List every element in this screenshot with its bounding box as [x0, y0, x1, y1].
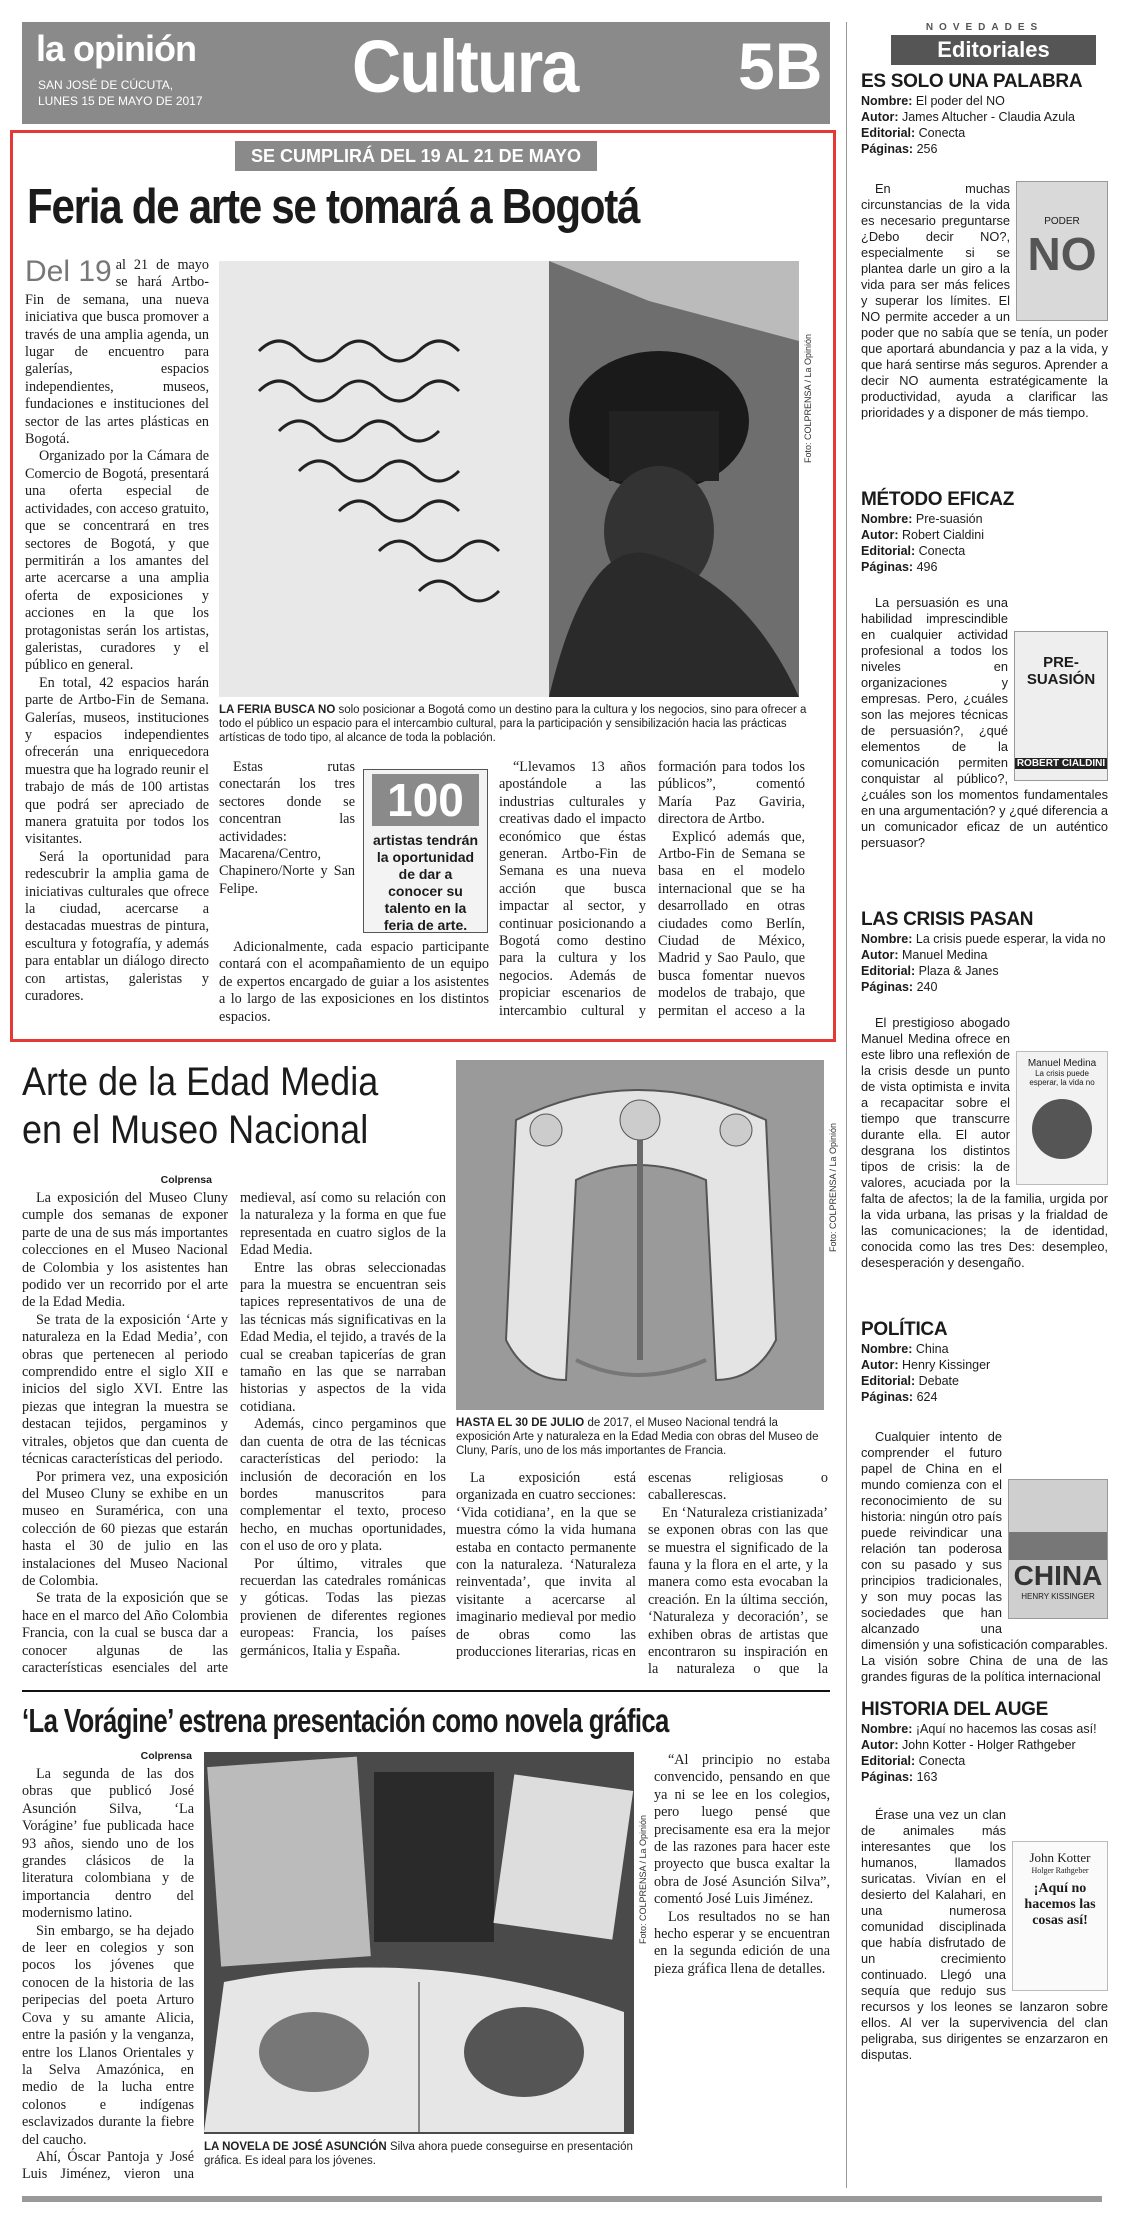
book-heading: POLÍTICA: [861, 1319, 948, 1340]
book-author: Robert Cialdini: [901, 528, 984, 542]
book-entry: [861, 1699, 1108, 2099]
cover-big: NO: [1027, 228, 1097, 280]
voragine-body-left: [22, 1766, 194, 2184]
feature-caption-lead: LA FERIA BUSCA NO: [219, 704, 336, 716]
book-cover: [1014, 631, 1108, 781]
meta-label: Nombre:: [861, 1342, 913, 1356]
feature-paragraph: al 21 de mayo se hará Artbo-Fin de semana, una nueva iniciativa que busca promover a través de una amplia agenda, un lugar de encuentro para galerías, espacios independientes, museos, fundaciones e instituciones del sector de las artes plásticas en Bogotá.: [25, 257, 209, 448]
museum-caption-text: de 2017, el Museo Nacional tendrá la exposición Arte y naturaleza en la Edad Media con obras del Museo de Cluny, París, uno de los más importantes de Francia.: [456, 1417, 819, 1457]
book-cover: [1012, 1841, 1108, 1991]
book-pages: 496: [916, 560, 938, 574]
book-name: La crisis puede esperar, la vida no: [915, 932, 1106, 946]
book-description: Cualquier intento de comprender el futuro papel de China en el mundo comienza con el reconocimiento de su historia: ningún otro país puede reivindicar una relación tan poderosa con su pasado y sus principios tradicionales, y son muy pocas las sociedades que han alcanzado una dimensión y una sofisticación comparables. La visión sobre China de una de las grandes figuras de la política internacional: [861, 1429, 1108, 1684]
meta-label: Páginas:: [861, 1770, 914, 1784]
museum-caption-lead: HASTA EL 30 DE JULIO: [456, 1417, 585, 1429]
book-pages: 240: [916, 980, 938, 994]
masthead: [22, 22, 830, 124]
location: SAN JOSÉ DE CÚCUTA,: [38, 78, 174, 92]
book-description: En muchas circunstancias de la vida es necesario preguntarse ¿Debo decir NO?, especialmente si se plantea darle un giro a la vida para ser más felices y superar los límites. El NO permite acceder a un poder que no sabía que se tenía, un poder que aportará abundancia y paz a la vida, y que hará sentirse más seguros. Aprender a decir NO aumenta estratégicamente la productividad, ayuda a clarificar las prioridades y a disponer de más tiempo.: [861, 181, 1108, 420]
book-description: La persuasión es una habilidad imprescindible en cualquier actividad profesional a todos los niveles en organizaciones y empresas. Pero, ¿cuáles son las mejores técnicas de persuasión?, ¿qué elementos de la comunicación permiten conquistar al público?, ¿cuáles son los momentos fundamentales en una argumentación? y ¿qué diferencia a un comunicador eficaz de un auténtico persuasor?: [861, 595, 1108, 850]
museum-paragraph: Entre las obras seleccionadas para la muestra se encuentran seis tapices representativos de una de las técnicas más significativas en la Edad Media, el tejido, a través de la cual se creaban tapicerías de gran tamaño en las que se narraban historias y aspectos de la vida cotidiana.: [240, 1259, 446, 1415]
book-publisher: Conecta: [918, 1754, 966, 1768]
sidebar: [846, 22, 1108, 2188]
museum-paragraph: Se trata de la exposición ‘Arte y naturaleza en la Edad Media’, con obras que pertenecen al periodo comprendido entre el siglo XII e inicios del siglo XVI. Entre las piezas que integran la muestra se destacan tejidos, pergaminos y vitrales, objetos que dan cuenta de técnicas características del periodo.: [22, 1311, 228, 1468]
book-heading: HISTORIA DEL AUGE: [861, 1699, 1049, 1720]
museum-body-a: [22, 1190, 446, 1680]
cover-title: PRE-SUASIÓN: [1026, 654, 1096, 688]
feature-dropcap: Del 19: [25, 257, 112, 288]
book-publisher: Conecta: [918, 544, 966, 558]
feature-body-mid2: [219, 939, 489, 1035]
feature-kicker: SE CUMPLIRÁ DEL 19 AL 21 DE MAYO: [235, 141, 597, 171]
section-title: Cultura: [352, 25, 578, 108]
voragine-paragraph: Sin embargo, se ha dejado de leer en colegios y son pocos los jóvenes que conocen de la historia de las peripecias del poeta Arturo Cova y su amante Alicia, entre la pasión y la venganza, entre los Llanos Orientales y la Selva Amazónica, en medio de la lucha entre colonos e indígenas esclavizados durante la fiebre del caucho.: [22, 1922, 194, 2148]
footer-rule: [22, 2196, 1102, 2202]
voragine-paragraph: Ahí, Óscar Pantoja y José Luis Jiménez, vieron una: [22, 2148, 194, 2183]
cover-author: HENRY KISSINGER: [1021, 1592, 1095, 1601]
museum-body-b: [456, 1470, 828, 1680]
book-author: Manuel Medina: [901, 948, 988, 962]
book-heading: LAS CRISIS PASAN: [861, 909, 1034, 930]
museum-headline-1: Arte de la Edad Media: [22, 1060, 379, 1104]
voragine-caption-lead: LA NOVELA DE JOSÉ ASUNCIÓN: [204, 2141, 387, 2153]
feature-paragraph: Será la oportunidad para redescubrir la amplia gama de iniciativas culturales que ofrece la ciudad, acercarse a destacadas muestras de pintura, escultura y fotografía, y además para entablar un diálogo directo con artistas, galeristas y curadores.: [25, 848, 209, 1005]
logo: la opinión: [36, 28, 196, 69]
book-description: Érase una vez un clan de animales más interesantes que los humanos, llamados suricatas. Vivían en el desierto del Kalahari, en una numerosa comunidad disciplinada que había disfrutado de un crecimiento continuado. Llegó una sequía que redujo sus recursos y los leones se lanzaron sobre ellos. Al ver la supervivencia del clan peligraba, sus dirigentes se enzarzaron en disputas.: [861, 1807, 1108, 2062]
callout-text: artistas tendrán la oportunidad de dar a conocer su talento en la feria de arte.: [372, 832, 479, 933]
feature-caption: [219, 703, 807, 745]
feature-callout: [363, 769, 488, 933]
cover-sub: Holger Rathgeber: [1031, 1866, 1089, 1875]
feature-headline: Feria de arte se tomará a Bogotá: [27, 180, 640, 234]
meta-label: Editorial:: [861, 964, 916, 978]
meta-label: Autor:: [861, 1738, 899, 1752]
museum-photo-credit: Foto: COLPRENSA / La Opinión: [828, 1122, 838, 1252]
book-entry: [861, 71, 1108, 489]
book-name: Pre-suasión: [915, 512, 983, 526]
voragine-paragraph: “Al principio no estaba convencido, pensando en que ya ni se lee en los colegios, pero luego pensé que precisamente esa era la mejor de las razones para hacer este proyecto que busca exaltar la obra de José Asunción Silva”, comentó José Luis Jiménez.: [654, 1752, 830, 1908]
feature-article: [10, 130, 836, 1042]
book-cover: [1016, 1051, 1108, 1185]
book-name: El poder del NO: [915, 94, 1005, 108]
meta-label: Páginas:: [861, 1390, 914, 1404]
voragine-paragraph: Los resultados no se han hecho esperar y se encuentran en la segunda edición de una pieza gráfica llena de detalles.: [654, 1908, 830, 1977]
book-entry: [861, 489, 1108, 909]
feature-photo: [219, 261, 799, 697]
page-number: 5B: [738, 29, 823, 103]
feature-body-right: [499, 759, 805, 1035]
voragine-body-right: [654, 1752, 830, 2184]
museum-paragraph: Por primera vez, una exposición del Museo Cluny se exhibe en un museo en Suramérica, con una colección de 60 piezas que estarán hasta el 30 de julio en las instalaciones del Museo Nacional de Colombia.: [22, 1468, 228, 1589]
sidebar-title: Editoriales: [891, 35, 1096, 65]
voragine-byline: Colprensa: [140, 1750, 192, 1762]
cover-title: CHINA: [1013, 1560, 1103, 1591]
cover-author: ROBERT CIALDINI: [1016, 758, 1106, 769]
sidebar-kicker: NOVEDADES: [925, 22, 1044, 33]
museum-paragraph: La exposición está organizada en cuatro secciones: ‘Vida cotidiana’, en la que se muestra cómo la vida humana estaba en contacto permanente con la naturaleza. ‘Naturaleza reinventada’, que invita al visitante a acercarse al imaginario medieval por medio de obras como las producciones literarias, ricas en escenas religiosas o caballerescas.: [456, 1470, 828, 1661]
museum-paragraph: Se trata de la exposición que se hace en el marco del Año Colombia Francia, con la cual se busca dar a conocer algunas de las características esenciales del arte medieval, así como su relación con la naturaleza y la forma en que fue representada en cuatro siglos de la Edad Media.: [22, 1190, 446, 1676]
book-publisher: Plaza & Janes: [918, 964, 999, 978]
feature-paragraph: Explicó además que, Artbo-Fin de Semana se basa en el modelo internacional que se ha desarrollado en otras ciudades como Berlín, Ciudad de México, Madrid y Sao Paulo, que busca fomentar nuevos modelos de trabajo, que permitan el acceso a la: [658, 828, 805, 1019]
museum-paragraph: En ‘Naturaleza cristianizada’ se exponen obras con las que se muestra el significado de la fauna y la flora en el arte, y la manera como esta evocaban la creación. En la última sección, ‘Naturaleza y decoración’, se exhiben obras de artistas que encontraron su inspiración en la naturaleza o que la: [648, 1504, 828, 1678]
book-author: Henry Kissinger: [901, 1358, 991, 1372]
cover-title: John Kotter: [1029, 1850, 1091, 1865]
meta-label: Editorial:: [861, 1374, 916, 1388]
museum-article: [22, 1052, 838, 1682]
voragine-headline: ‘La Vorágine’ estrena presentación como novela gráfica: [22, 1702, 669, 1739]
book-heading: ES SOLO UNA PALABRA: [861, 71, 1083, 92]
meta-label: Autor:: [861, 110, 899, 124]
feature-caption-text: solo posicionar a Bogotá como un destino para la cultura y los negocios, sino para ofrecer a todo el público un espacio para el intercambio cultural, para la participación y sensibilización hacia las prácticas artísticas de todo tipo, al alcance de toda la población.: [219, 704, 807, 744]
book-cover: [1016, 181, 1108, 321]
book-name: ¡Aquí no hacemos las cosas así!: [915, 1722, 1097, 1736]
meta-label: Páginas:: [861, 142, 914, 156]
divider: [22, 1690, 830, 1692]
meta-label: Nombre:: [861, 1722, 913, 1736]
meta-label: Autor:: [861, 1358, 899, 1372]
book-author: James Altucher - Claudia Azula: [901, 110, 1075, 124]
museum-byline: Colprensa: [160, 1174, 212, 1186]
meta-label: Editorial:: [861, 1754, 916, 1768]
cover-title: Manuel Medina: [1027, 1058, 1097, 1069]
museum-paragraph: Además, cinco pergaminos que dan cuenta de otra de las técnicas características del periodo: la inclusión de decoración en los bordes manuscritos para complementar el texto, proceso hecho, en muchas oportunidades, con el uso de oro y plata.: [240, 1416, 446, 1555]
book-name: China: [915, 1342, 949, 1356]
voragine-photo-credit: Foto: COLPRENSA / La Opinión: [638, 1814, 648, 1944]
meta-label: Autor:: [861, 528, 899, 542]
voragine-photo: [204, 1752, 634, 2134]
feature-body-left: [25, 257, 209, 1033]
museum-paragraph: Por último, vitrales que recuerdan las catedrales románicas y góticas. Todas las piezas provienen de diferentes regiones europeas: Francia, los países germánicos, Italia y España.: [240, 1555, 446, 1659]
cover-skyline: [1009, 1490, 1107, 1560]
book-description: El prestigioso abogado Manuel Medina ofrece en este libro una reflexión de la crisis desde un punto de vista optimista e invita a recapacitar sobre el tiempo que transcurre durante ella. El autor desgrana los distintos tipos de crisis: la de valores, acuciada por la falta de afectos; la de la familia, urgida por la vida urbana, las prisas y la frialdad de las comunicaciones; la de identidad, conocida como las tres Des: desempleo, desesperación y desengaño.: [861, 1015, 1108, 1270]
book-publisher: Conecta: [918, 126, 966, 140]
feature-paragraph: “Llevamos 13 años apostándole a las industrias culturales y creativas dado el impacto económico que éstas generan. Artbo-Fin de Semana es una nueva acción que busca impactar al sector, y continuar posicionando a Bogotá como destino para la cultura y los negocios. Además de propiciar escenarios de intercambio cultural y formación para todos los públicos”, comentó María Paz Gaviria, directora de Artbo.: [499, 759, 805, 1019]
book-pages: 163: [916, 1770, 938, 1784]
book-entry: [861, 1319, 1108, 1699]
book-author: John Kotter - Holger Rathgeber: [901, 1738, 1076, 1752]
museum-paragraph: La exposición del Museo Cluny cumple dos semanas de exponer parte de una de sus más importantes colecciones en el Museo Nacional de Colombia y los asistentes han podido ver un recorrido por el arte de la Edad Media.: [22, 1190, 228, 1311]
feature-paragraph: Adicionalmente, cada espacio participante contará con el acompañamiento de un equipo de expertos encargado de guiar a los asistentes a lo largo de las exposiciones en los distintos espacios.: [219, 939, 489, 1025]
book-entry: [861, 909, 1108, 1319]
voragine-paragraph: La segunda de las dos obras que publicó José Asunción Silva, ‘La Vorágine’ fue publicada hace 93 años, siendo uno de los grandes clásicos de la literatura colombiana y de importancia dentro del modernismo latino.: [22, 1766, 194, 1922]
meta-label: Nombre:: [861, 932, 913, 946]
meta-label: Páginas:: [861, 980, 914, 994]
callout-number: 100: [372, 774, 479, 826]
meta-label: Nombre:: [861, 512, 913, 526]
feature-paragraph: En total, 42 espacios harán parte de Artbo-Fin de Semana. Galerías, museos, instituciones y espacios independientes ofrecerán una enriquecedora muestra que ha logrado reunir el trabajo de más de 100 artistas que podrá ser apreciado de manera gratuita por todos los visitantes.: [25, 674, 209, 848]
cover-big: ¡Aquí no hacemos las cosas así!: [1024, 1881, 1096, 1928]
museum-caption: [456, 1416, 826, 1458]
feature-paragraph: Estas rutas conectarán los tres sectores donde se concentran las actividades: Macarena/Centro, Chapinero/Norte y San Felipe.: [219, 759, 355, 897]
meta-label: Editorial:: [861, 126, 916, 140]
cover-sub: La crisis puede esperar, la vida no: [1029, 1069, 1095, 1087]
cover-art: [1032, 1099, 1092, 1159]
meta-label: Editorial:: [861, 544, 916, 558]
feature-photo-credit: Foto: COLPRENSA / La Opinión: [803, 333, 813, 463]
museum-photo: [456, 1060, 824, 1410]
meta-label: Autor:: [861, 948, 899, 962]
cover-title: PODER: [1044, 216, 1080, 227]
book-heading: MÉTODO EFICAZ: [861, 489, 1015, 510]
feature-paragraph: Organizado por la Cámara de Comercio de Bogotá, presentará una oferta especial de actividades, con acceso gratuito, que se concentrará en tres sectores de Bogotá, y que permitirán a los amantes del arte acercarse a una amplia oferta de exposiciones y acciones en la que los protagonistas serán los artistas, galeristas, curadores y el público en general.: [25, 448, 209, 674]
voragine-article: [22, 1700, 830, 2185]
meta-label: Páginas:: [861, 560, 914, 574]
date: LUNES 15 DE MAYO DE 2017: [38, 94, 203, 108]
voragine-caption: [204, 2140, 636, 2168]
museum-headline-2: en el Museo Nacional: [22, 1108, 369, 1152]
book-cover: [1008, 1479, 1108, 1619]
book-pages: 256: [916, 142, 938, 156]
voragine-caption-text: Silva ahora puede conseguirse en presentación gráfica. Es ideal para los jóvenes.: [204, 2141, 633, 2167]
meta-label: Nombre:: [861, 94, 913, 108]
book-publisher: Debate: [918, 1374, 959, 1388]
book-pages: 624: [916, 1390, 938, 1404]
